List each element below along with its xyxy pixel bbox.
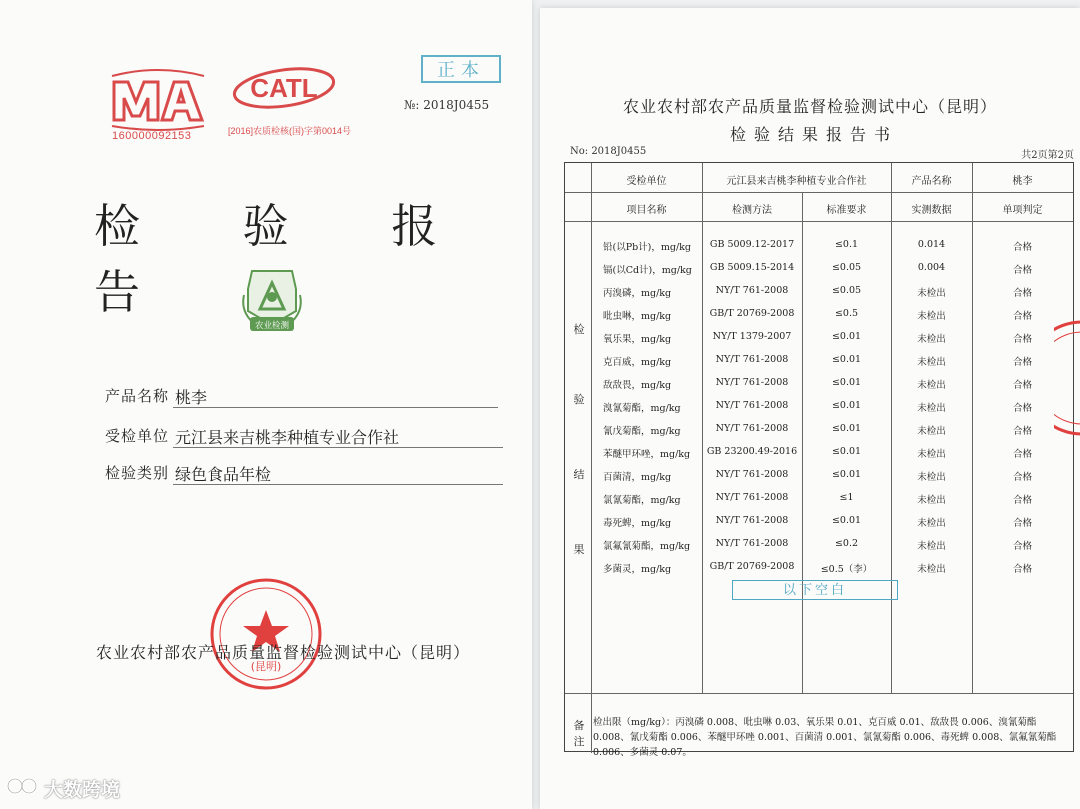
field-value: 桃李: [175, 388, 208, 407]
item-measured: 未检出: [917, 311, 946, 322]
watermark-logo-icon: [6, 774, 38, 798]
catl-logo: [228, 60, 340, 116]
item-method: NY/T 761-2008: [715, 354, 789, 365]
item-standard: ≤0.5: [834, 308, 859, 319]
item-measured: 未检出: [917, 495, 946, 506]
cma-logo: [108, 68, 208, 132]
item-measured: 未检出: [917, 449, 946, 460]
svg-text:CATL: CATL: [250, 73, 318, 103]
item-standard: ≤0.5（李）: [820, 564, 873, 575]
item-name: 氰戊菊酯，mg/kg: [603, 426, 681, 437]
field-label: 检验类别: [105, 464, 170, 482]
item-name: 敌敌畏，mg/kg: [603, 380, 672, 391]
edge-red-seal: [1054, 318, 1080, 438]
side-label-char: 检: [573, 323, 585, 336]
header-unit-value: 元江县来吉桃李种植专业合作社: [726, 176, 867, 187]
item-method: NY/T 761-2008: [715, 400, 789, 411]
item-judgement: 合格: [1012, 426, 1032, 437]
field-value: 绿色食品年检: [175, 465, 272, 484]
below-blank-stamp: 以下空白: [732, 580, 898, 600]
side-label-char: 果: [573, 543, 585, 556]
item-name: 氧乐果，mg/kg: [603, 334, 672, 345]
item-standard: ≤0.01: [831, 423, 862, 434]
remark-label-char: 备: [573, 719, 585, 732]
item-judgement: 合格: [1012, 495, 1032, 506]
col-method: 检测方法: [732, 205, 772, 216]
item-name: 吡虫啉，mg/kg: [603, 311, 672, 322]
item-standard: ≤0.01: [831, 400, 862, 411]
original-copy-stamp: 正本: [421, 55, 501, 83]
item-judgement: 合格: [1012, 472, 1032, 483]
catl-caption: [2016]农质检核(国)字第0014号: [228, 126, 352, 136]
cma-number: 160000092153: [112, 130, 192, 142]
item-method: NY/T 761-2008: [715, 469, 789, 480]
page-indicator: 共2页第2页: [1021, 150, 1074, 161]
item-method: NY/T 761-2008: [715, 423, 789, 434]
item-standard: ≤0.01: [831, 515, 862, 526]
item-method: NY/T 761-2008: [715, 285, 789, 296]
item-method: NY/T 761-2008: [715, 377, 789, 388]
header-product-value: 桃李: [1012, 176, 1033, 187]
item-judgement: 合格: [1012, 518, 1032, 529]
item-name: 铅(以Pb计)，mg/kg: [603, 242, 692, 253]
item-name: 苯醚甲环唑，mg/kg: [603, 449, 691, 460]
remark-label-char: 注: [573, 735, 585, 748]
item-name: 镉(以Cd计)，mg/kg: [603, 265, 692, 276]
report-title: 检 验 报 告: [94, 199, 482, 319]
item-measured: 未检出: [917, 380, 946, 391]
item-name: 丙溴磷，mg/kg: [603, 288, 672, 299]
item-judgement: 合格: [1012, 265, 1032, 276]
item-standard: ≤0.01: [831, 469, 862, 480]
item-standard: ≤0.05: [831, 262, 862, 273]
item-judgement: 合格: [1012, 311, 1032, 322]
item-judgement: 合格: [1012, 449, 1032, 460]
item-method: NY/T 761-2008: [715, 538, 789, 549]
item-judgement: 合格: [1012, 403, 1032, 414]
field-inspection-type: [105, 462, 272, 484]
result-report-page: [540, 8, 1080, 809]
item-standard: ≤0.1: [834, 239, 859, 250]
item-method: GB 5009.15-2014: [709, 262, 795, 273]
item-measured: 未检出: [917, 357, 946, 368]
header-unit-label: 受检单位: [626, 176, 667, 187]
item-standard: ≤0.01: [831, 377, 862, 388]
item-name: 毒死蜱，mg/kg: [603, 518, 672, 529]
item-name: 溴氰菊酯，mg/kg: [603, 403, 681, 414]
watermark-text: 大数跨境: [44, 779, 121, 801]
item-judgement: 合格: [1012, 564, 1032, 575]
remark-text: 检出限（mg/kg）：丙溴磷 0.008、吡虫啉 0.03、氧乐果 0.01、克百威 0.01、敌敌畏 0.006、溴氰菊酯 0.008、氰戊菊酯 0.006、苯醚甲环唑 0.001、百菌清 0.001、氯氰菊酯 0.006、毒死蜱 0.008、氯氟氰菊酯 0.006、多菌灵 0.07。: [593, 717, 1057, 758]
item-measured: 未检出: [917, 334, 946, 345]
item-standard: ≤0.05: [831, 285, 862, 296]
field-label: 产品名称: [105, 387, 170, 405]
item-measured: 未检出: [917, 564, 946, 575]
issuing-organization: 农业农村部农产品质量监督检验测试中心（昆明）: [96, 643, 471, 662]
header-product-label: 产品名称: [911, 176, 952, 187]
col-standard: 标准要求: [826, 205, 867, 216]
item-measured: 0.004: [917, 262, 946, 273]
item-name: 氯氰菊酯，mg/kg: [603, 495, 681, 506]
item-measured: 未检出: [917, 288, 946, 299]
item-name: 百菌清，mg/kg: [603, 472, 672, 483]
item-judgement: 合格: [1012, 380, 1032, 391]
svg-text:农业检测: 农业检测: [254, 321, 290, 331]
item-measured: 0.014: [917, 239, 946, 250]
item-judgement: 合格: [1012, 288, 1032, 299]
item-standard: ≤0.2: [834, 538, 859, 549]
item-name: 多菌灵，mg/kg: [603, 564, 672, 575]
item-judgement: 合格: [1012, 242, 1032, 253]
col-item-name: 项目名称: [626, 205, 667, 216]
side-label-char: 验: [573, 393, 585, 406]
item-standard: ≤1: [839, 492, 854, 503]
item-standard: ≤0.01: [831, 354, 862, 365]
item-method: NY/T 1379-2007: [712, 331, 792, 342]
report-org-title: 农业农村部农产品质量监督检验测试中心（昆明）: [623, 97, 998, 116]
item-method: GB 23200.49-2016: [706, 446, 798, 457]
item-judgement: 合格: [1012, 357, 1032, 368]
col-judgement: 单项判定: [1002, 205, 1043, 216]
item-method: NY/T 761-2008: [715, 492, 789, 503]
field-product-name: [105, 385, 208, 407]
item-standard: ≤0.01: [831, 446, 862, 457]
item-method: GB/T 20769-2008: [709, 561, 795, 572]
item-measured: 未检出: [917, 403, 946, 414]
col-measured: 实测数据: [911, 205, 952, 216]
agri-inspection-emblem: [236, 265, 308, 337]
svg-text:(昆明): (昆明): [250, 660, 282, 673]
item-measured: 未检出: [917, 518, 946, 529]
item-name: 克百威，mg/kg: [603, 357, 672, 368]
report-subtitle: 检验结果报告书: [730, 125, 899, 144]
item-standard: ≤0.01: [831, 331, 862, 342]
field-inspected-unit: [105, 425, 400, 447]
cover-page: [0, 0, 532, 809]
report-number: №: 2018J0455: [404, 98, 490, 112]
item-method: GB/T 20769-2008: [709, 308, 795, 319]
item-method: NY/T 761-2008: [715, 515, 789, 526]
item-judgement: 合格: [1012, 541, 1032, 552]
side-label-char: 结: [573, 468, 585, 481]
field-value: 元江县来吉桃李种植专业合作社: [175, 428, 400, 447]
item-method: GB 5009.12-2017: [709, 239, 795, 250]
report-number: No: 2018J0455: [570, 146, 647, 157]
item-measured: 未检出: [917, 472, 946, 483]
item-measured: 未检出: [917, 426, 946, 437]
field-label: 受检单位: [105, 427, 170, 445]
official-red-seal: [208, 576, 324, 692]
results-table: [564, 162, 1074, 758]
item-judgement: 合格: [1012, 334, 1032, 345]
item-measured: 未检出: [917, 541, 946, 552]
item-name: 氯氟氰菊酯，mg/kg: [603, 541, 691, 552]
